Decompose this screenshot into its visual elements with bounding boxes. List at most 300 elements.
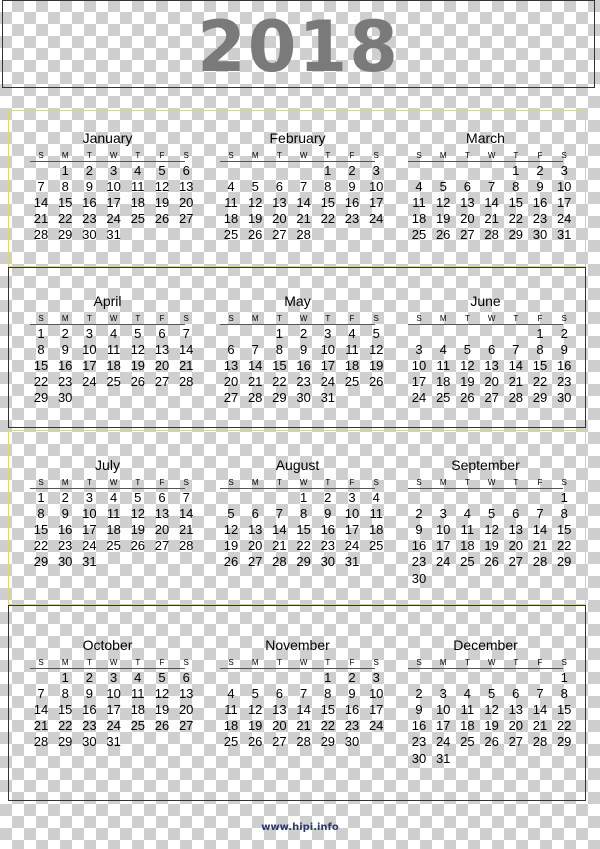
weekday-label: W — [109, 478, 118, 487]
day-cell: 2 — [415, 686, 423, 702]
day-cell: 18 — [130, 702, 146, 718]
day-cell: 4 — [227, 686, 235, 702]
weekday-label: M — [61, 658, 69, 667]
weekday-label: W — [487, 658, 496, 667]
day-cell: 27 — [272, 227, 287, 243]
day-cell: 31 — [320, 390, 336, 406]
day-cell: 24 — [435, 554, 451, 570]
day-cell: 14 — [178, 342, 194, 358]
weekday-label: S — [373, 314, 379, 323]
day-cell: 27 — [178, 718, 194, 734]
day-cell: 6 — [463, 179, 471, 195]
day-cell: 20 — [484, 374, 499, 390]
day-cell: 27 — [272, 734, 287, 750]
day-cell: 6 — [251, 506, 259, 522]
day-cell: 4 — [134, 163, 142, 178]
day-cell: 3 — [85, 326, 93, 341]
day-cell: 7 — [512, 342, 520, 358]
day-cell: 19 — [435, 211, 451, 227]
day-cell: 6 — [275, 686, 283, 702]
day-cell: 17 — [106, 195, 121, 211]
day-cell: 28 — [296, 227, 311, 243]
day-cell: 11 — [106, 342, 121, 358]
day-cell: 6 — [227, 342, 235, 358]
day-cell: 29 — [57, 227, 73, 243]
day-cell: 28 — [33, 227, 49, 243]
day-cell: 14 — [532, 522, 548, 538]
day-cell: 8 — [324, 179, 332, 195]
day-cell: 5 — [134, 490, 142, 505]
day-cell: 26 — [130, 538, 146, 554]
day-cell: 6 — [158, 490, 166, 505]
day-cell: 1 — [324, 163, 332, 178]
day-cell: 28 — [484, 227, 499, 243]
day-cell: 18 — [411, 211, 427, 227]
calendar-year-title: 2018 — [197, 6, 400, 88]
day-cell: 31 — [82, 554, 97, 570]
day-cell: 17 — [368, 702, 384, 718]
day-cell: 20 — [272, 211, 287, 227]
weekday-label: T — [464, 314, 470, 323]
weekday-header — [408, 478, 567, 489]
weekday-label: M — [439, 151, 447, 160]
day-cell: 14 — [532, 702, 548, 718]
day-cell: 4 — [372, 490, 380, 505]
day-cell: 12 — [368, 342, 384, 358]
day-cell: 7 — [182, 490, 190, 505]
month-name: December — [453, 637, 518, 653]
day-cell: 30 — [411, 750, 427, 766]
day-cell: 4 — [109, 326, 118, 341]
day-cell: 2 — [61, 326, 69, 341]
weekday-label: F — [159, 478, 165, 487]
day-cell: 23 — [82, 211, 97, 227]
month-name: October — [82, 637, 133, 653]
day-cell: 16 — [344, 702, 360, 718]
weekday-header — [408, 314, 567, 325]
day-cell: 25 — [130, 718, 146, 734]
weekday-label: W — [487, 314, 496, 323]
day-cell: 29 — [33, 554, 49, 570]
weekday-label: M — [251, 478, 259, 487]
weekday-label: S — [561, 314, 567, 323]
day-cell: 12 — [484, 522, 499, 538]
weekday-label: S — [38, 658, 44, 667]
day-cell: 17 — [435, 538, 451, 554]
day-cell: 13 — [154, 342, 170, 358]
day-cell: 21 — [484, 211, 499, 227]
day-cell: 10 — [106, 686, 121, 702]
month-name: February — [269, 130, 326, 146]
day-cell: 26 — [368, 374, 384, 390]
day-cell: 27 — [484, 390, 499, 406]
day-cell: 1 — [560, 490, 568, 505]
day-cell: 7 — [251, 342, 259, 358]
day-cell: 9 — [85, 686, 93, 702]
day-cell: 21 — [508, 374, 524, 390]
day-cell: 20 — [154, 358, 170, 374]
day-cell: 18 — [435, 374, 451, 390]
day-cell: 2 — [85, 670, 93, 685]
day-cell: 3 — [560, 163, 568, 178]
day-cell: 9 — [61, 342, 69, 358]
weekday-label: T — [276, 478, 282, 487]
day-cell: 15 — [556, 702, 572, 718]
day-cell: 2 — [348, 163, 356, 178]
day-cell: 29 — [556, 554, 572, 570]
day-cell: 11 — [131, 179, 145, 195]
day-cell: 28 — [33, 734, 49, 750]
day-cell: 13 — [272, 702, 287, 718]
day-cell: 7 — [37, 686, 45, 702]
day-cell: 1 — [275, 326, 283, 341]
weekday-label: T — [135, 658, 141, 667]
day-cell: 22 — [57, 211, 73, 227]
day-cell: 16 — [532, 195, 548, 211]
day-cell: 12 — [435, 195, 451, 211]
day-cell: 29 — [272, 390, 287, 406]
day-cell: 20 — [154, 522, 170, 538]
day-cell: 9 — [536, 179, 544, 195]
weekday-header — [220, 658, 379, 669]
day-cell: 13 — [508, 522, 524, 538]
day-cell: 4 — [415, 179, 423, 195]
weekday-label: S — [373, 478, 379, 487]
weekday-label: W — [299, 314, 308, 323]
day-cell: 11 — [369, 506, 383, 522]
weekday-header — [30, 314, 189, 325]
day-cell: 24 — [368, 718, 384, 734]
day-cell: 3 — [85, 490, 93, 505]
weekday-header — [220, 478, 379, 489]
day-cell: 16 — [320, 522, 336, 538]
day-cell: 28 — [178, 538, 194, 554]
day-cell: 15 — [272, 358, 287, 374]
day-cell: 14 — [33, 702, 49, 718]
day-cell: 15 — [296, 522, 311, 538]
day-cell: 20 — [247, 538, 263, 554]
day-cell: 25 — [411, 227, 427, 243]
day-cell: 7 — [37, 179, 45, 195]
day-cell: 15 — [532, 358, 548, 374]
day-cell: 24 — [411, 390, 427, 406]
day-cell: 28 — [296, 734, 311, 750]
day-cell: 25 — [106, 374, 121, 390]
day-cell: 23 — [532, 211, 548, 227]
day-cell: 26 — [247, 227, 263, 243]
weekday-label: M — [251, 314, 259, 323]
weekday-label: W — [109, 658, 118, 667]
day-cell: 17 — [82, 358, 97, 374]
day-cell: 20 — [508, 718, 524, 734]
day-cell: 5 — [487, 686, 496, 702]
weekday-label: T — [464, 658, 470, 667]
weekday-label: T — [513, 478, 519, 487]
weekday-label: S — [416, 314, 422, 323]
weekday-label: W — [109, 151, 118, 160]
day-cell: 25 — [130, 211, 146, 227]
month-name: July — [95, 457, 120, 473]
day-cell: 26 — [130, 374, 146, 390]
day-cell: 16 — [411, 538, 427, 554]
day-cell: 1 — [61, 163, 69, 178]
day-cell: 30 — [320, 554, 336, 570]
day-cell: 31 — [435, 750, 451, 766]
day-cell: 14 — [178, 506, 194, 522]
day-cell: 19 — [247, 211, 263, 227]
day-cell: 25 — [106, 538, 121, 554]
day-cell: 18 — [460, 718, 475, 734]
day-cell: 9 — [415, 522, 423, 538]
day-cell: 22 — [556, 718, 572, 734]
day-cell: 2 — [85, 163, 93, 178]
day-cell: 30 — [82, 227, 97, 243]
day-cell: 1 — [37, 326, 45, 341]
weekday-label: T — [513, 314, 519, 323]
day-cell: 22 — [320, 211, 336, 227]
day-cell: 13 — [178, 179, 194, 195]
day-cell: 21 — [178, 358, 194, 374]
day-cell: 13 — [247, 522, 263, 538]
weekday-label: M — [439, 478, 447, 487]
weekday-label: F — [349, 658, 355, 667]
day-cell: 5 — [251, 179, 259, 195]
day-cell: 23 — [411, 734, 427, 750]
weekday-label: T — [325, 151, 331, 160]
day-cell: 23 — [411, 554, 427, 570]
weekday-header — [30, 478, 189, 489]
day-cell: 1 — [299, 490, 308, 505]
month-name: August — [275, 457, 320, 473]
day-cell: 18 — [106, 358, 121, 374]
day-cell: 24 — [556, 211, 572, 227]
weekday-label: F — [537, 478, 543, 487]
day-cell: 4 — [463, 506, 471, 522]
day-cell: 9 — [415, 702, 423, 718]
day-cell: 8 — [299, 506, 308, 522]
day-cell: 14 — [33, 195, 49, 211]
day-cell: 1 — [536, 326, 544, 341]
day-cell: 30 — [296, 390, 311, 406]
weekday-label: M — [439, 658, 447, 667]
day-cell: 23 — [57, 374, 73, 390]
day-cell: 22 — [320, 718, 336, 734]
day-cell: 13 — [154, 506, 170, 522]
day-cell: 6 — [158, 326, 166, 341]
weekday-label: W — [299, 658, 308, 667]
day-cell: 12 — [460, 358, 475, 374]
day-cell: 30 — [532, 227, 548, 243]
day-cell: 8 — [560, 686, 568, 702]
day-cell: 12 — [223, 522, 239, 538]
weekday-label: F — [159, 314, 165, 323]
weekday-label: M — [251, 151, 259, 160]
day-cell: 26 — [460, 390, 475, 406]
month-name: September — [451, 457, 520, 473]
day-cell: 17 — [106, 702, 121, 718]
day-cell: 8 — [61, 686, 69, 702]
day-cell: 17 — [320, 358, 336, 374]
day-cell: 7 — [275, 506, 283, 522]
day-cell: 24 — [368, 211, 384, 227]
day-cell: 25 — [460, 554, 475, 570]
weekday-label: W — [299, 151, 308, 160]
day-cell: 8 — [37, 506, 45, 522]
day-cell: 29 — [556, 734, 572, 750]
day-cell: 25 — [344, 374, 360, 390]
day-cell: 25 — [223, 734, 239, 750]
day-cell: 22 — [272, 374, 287, 390]
day-cell: 30 — [556, 390, 572, 406]
day-cell: 21 — [33, 718, 49, 734]
day-cell: 5 — [463, 342, 471, 358]
weekday-label: F — [537, 314, 543, 323]
day-cell: 5 — [227, 506, 235, 522]
day-cell: 29 — [57, 734, 73, 750]
day-cell: 7 — [536, 506, 544, 522]
weekday-label: S — [561, 658, 567, 667]
weekday-label: T — [276, 658, 282, 667]
day-cell: 9 — [85, 179, 93, 195]
day-cell: 3 — [439, 686, 447, 702]
day-cell: 31 — [556, 227, 572, 243]
day-cell: 16 — [57, 358, 73, 374]
day-cell: 28 — [508, 390, 524, 406]
weekday-label: T — [86, 478, 92, 487]
day-cell: 12 — [154, 686, 170, 702]
weekday-label: S — [38, 478, 44, 487]
day-cell: 30 — [411, 570, 427, 586]
day-cell: 19 — [223, 538, 239, 554]
day-cell: 11 — [460, 702, 475, 718]
weekday-header — [220, 314, 379, 325]
day-cell: 2 — [324, 490, 332, 505]
day-cell: 19 — [130, 358, 146, 374]
day-cell: 28 — [532, 734, 548, 750]
weekday-label: M — [61, 314, 69, 323]
day-cell: 12 — [484, 702, 499, 718]
day-cell: 30 — [344, 734, 360, 750]
day-cell: 7 — [487, 179, 496, 195]
day-cell: 18 — [223, 718, 239, 734]
weekday-label: S — [373, 151, 379, 160]
day-cell: 4 — [439, 342, 447, 358]
weekday-label: S — [228, 314, 234, 323]
day-cell: 10 — [556, 179, 572, 195]
day-cell: 13 — [272, 195, 287, 211]
day-cell: 12 — [247, 195, 263, 211]
day-cell: 23 — [320, 538, 336, 554]
weekday-label: S — [373, 658, 379, 667]
day-cell: 19 — [368, 358, 384, 374]
day-cell: 15 — [320, 702, 336, 718]
day-cell: 25 — [368, 538, 384, 554]
day-cell: 6 — [512, 686, 520, 702]
weekday-label: F — [349, 151, 355, 160]
day-cell: 2 — [536, 163, 544, 178]
day-cell: 6 — [487, 342, 496, 358]
day-cell: 25 — [460, 734, 475, 750]
day-cell: 10 — [82, 506, 97, 522]
weekday-label: T — [135, 314, 141, 323]
day-cell: 27 — [154, 538, 170, 554]
day-cell: 13 — [178, 686, 194, 702]
weekday-label: S — [228, 658, 234, 667]
day-cell: 18 — [368, 522, 384, 538]
day-cell: 18 — [223, 211, 239, 227]
day-cell: 24 — [82, 374, 97, 390]
day-cell: 26 — [247, 734, 263, 750]
day-cell: 8 — [536, 342, 544, 358]
day-cell: 19 — [460, 374, 475, 390]
day-cell: 15 — [320, 195, 336, 211]
day-cell: 30 — [57, 390, 73, 406]
weekday-label: S — [38, 314, 44, 323]
day-cell: 3 — [109, 670, 118, 685]
day-cell: 23 — [344, 718, 360, 734]
day-cell: 24 — [344, 538, 360, 554]
day-cell: 4 — [109, 490, 118, 505]
day-cell: 3 — [372, 163, 380, 178]
day-cell: 10 — [82, 342, 97, 358]
day-cell: 21 — [33, 211, 49, 227]
day-cell: 15 — [33, 358, 49, 374]
day-cell: 5 — [158, 670, 166, 685]
day-cell: 17 — [556, 195, 572, 211]
day-cell: 19 — [484, 538, 499, 554]
day-cell: 5 — [439, 179, 447, 195]
day-cell: 13 — [508, 702, 524, 718]
day-cell: 16 — [82, 195, 97, 211]
day-cell: 20 — [223, 374, 239, 390]
weekday-header — [30, 658, 189, 669]
day-cell: 25 — [223, 227, 239, 243]
weekday-label: T — [325, 478, 331, 487]
day-cell: 26 — [154, 718, 170, 734]
day-cell: 15 — [57, 195, 73, 211]
day-cell: 12 — [247, 702, 263, 718]
weekday-label: F — [159, 151, 165, 160]
day-cell: 11 — [131, 686, 145, 702]
month-name: May — [284, 293, 311, 309]
day-cell: 29 — [33, 390, 49, 406]
day-cell: 19 — [247, 718, 263, 734]
day-cell: 13 — [223, 358, 239, 374]
weekday-label: W — [109, 314, 118, 323]
weekday-label: M — [61, 151, 69, 160]
day-cell: 4 — [134, 670, 142, 685]
day-cell: 17 — [368, 195, 384, 211]
weekday-label: T — [325, 658, 331, 667]
day-cell: 10 — [320, 342, 336, 358]
day-cell: 20 — [178, 195, 194, 211]
weekday-label: F — [349, 478, 355, 487]
weekday-label: T — [86, 314, 92, 323]
day-cell: 11 — [460, 522, 475, 538]
weekday-label: S — [416, 151, 422, 160]
day-cell: 3 — [439, 506, 447, 522]
weekday-label: W — [487, 151, 496, 160]
weekday-label: S — [38, 151, 44, 160]
day-cell: 10 — [411, 358, 427, 374]
weekday-label: W — [487, 478, 496, 487]
weekday-label: W — [299, 478, 308, 487]
day-cell: 1 — [61, 670, 69, 685]
day-cell: 21 — [247, 374, 263, 390]
day-cell: 27 — [223, 390, 239, 406]
weekday-label: S — [416, 658, 422, 667]
day-cell: 22 — [57, 718, 73, 734]
